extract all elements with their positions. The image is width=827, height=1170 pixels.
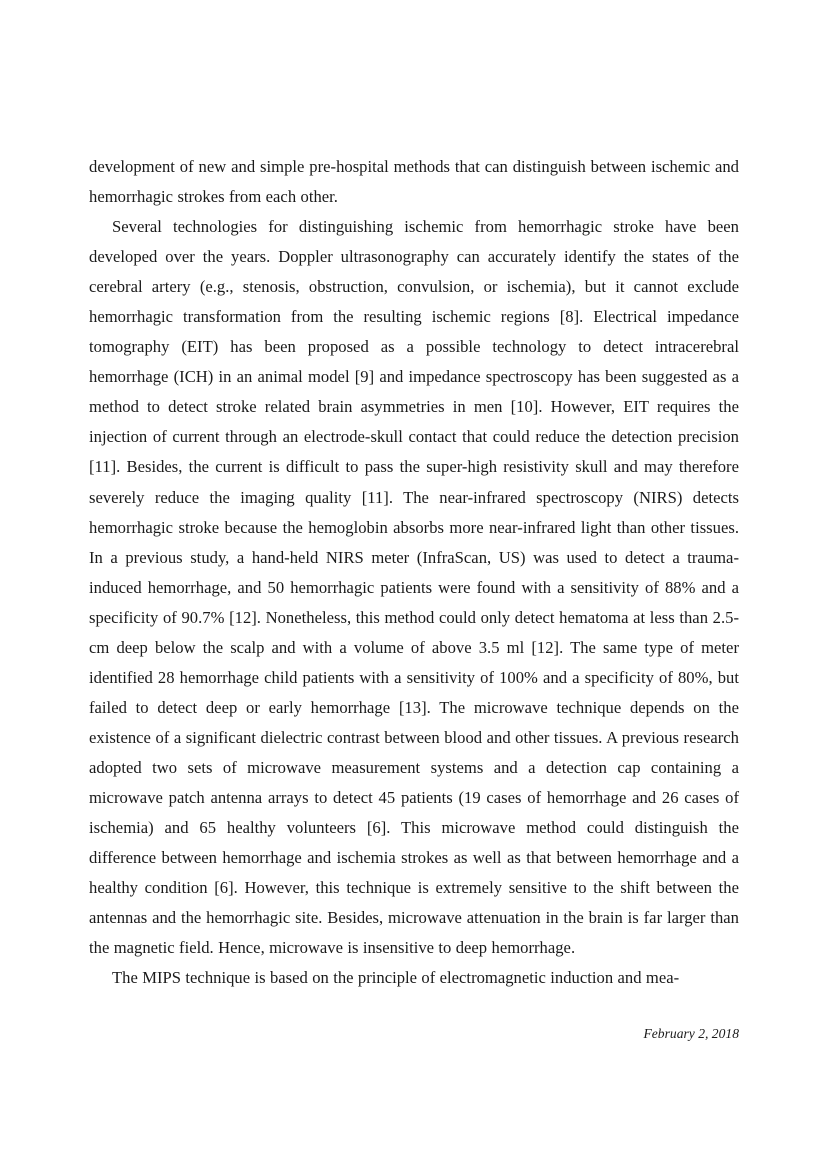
body-text-column xyxy=(89,152,739,993)
footer-date: February 2, 2018 xyxy=(643,1026,739,1041)
paragraph-mips: The MIPS technique is based on the principle of electromagnetic induction and mea- xyxy=(112,968,680,988)
paragraph-technologies: Several technologies for distinguishing ischemic from hemorrhagic stroke have been developed over the years. Doppler ultrasonography can accurately identify the states of the cerebral artery (e.g., stenosis, obstruction, convulsion, or ischemia), but it cannot exclude hemorrhagic transformation from the resulting ischemic regions [8]. Electrical impedance tomography (EIT) has been proposed as a possible technology to detect intracerebral hemorrhage (ICH) in an animal model [9] and impedance spectroscopy has been suggested as a method to detect stroke related brain asymmetries in men [10]. However, EIT requires the injection of current through an electrode-skull contact that could reduce the detection precision [11]. Besides, the current is difficult to pass the super-high resistivity skull and may therefore severely reduce the imaging quality [11]. The near-infrared spectroscopy (NIRS) detects hemorrhagic stroke because the hemoglobin absorbs more near-infrared light than other tissues. In a previous study, a hand-held NIRS meter (InfraScan, US) was used to detect a trauma-induced hemorrhage, and 50 hemorrhagic patients were found with a sensitivity of 88% and a specificity of 90.7% [12]. Nonetheless, this method could only detect hematoma at less than 2.5-cm deep below the scalp and with a volume of above 3.5 ml [12]. The same type of meter identified 28 hemorrhage child patients with a sensitivity of 100% and a specificity of 80%, but failed to detect deep or early hemorrhage [13]. The microwave technique depends on the existence of a significant dielectric contrast between blood and other tissues. A previous research adopted two sets of microwave measurement systems and a detection cap containing a microwave patch antenna arrays to detect 45 patients (19 cases of hemorrhage and 26 cases of ischemia) and 65 healthy volunteers [6]. This microwave method could distinguish the difference between hemorrhage and ischemia strokes as well as that between hemorrhage and a healthy condition [6]. However, this technique is extremely sensitive to the shift between the antennas and the hemorrhagic site. Besides, microwave attenuation in the brain is far larger than the magnetic field. Hence, microwave is insensitive to deep hemorrhage. xyxy=(89,217,739,958)
paragraph-continued: development of new and simple pre-hospital methods that can distinguish between ischemic and hemorrhagic strokes from each other. xyxy=(89,157,739,207)
